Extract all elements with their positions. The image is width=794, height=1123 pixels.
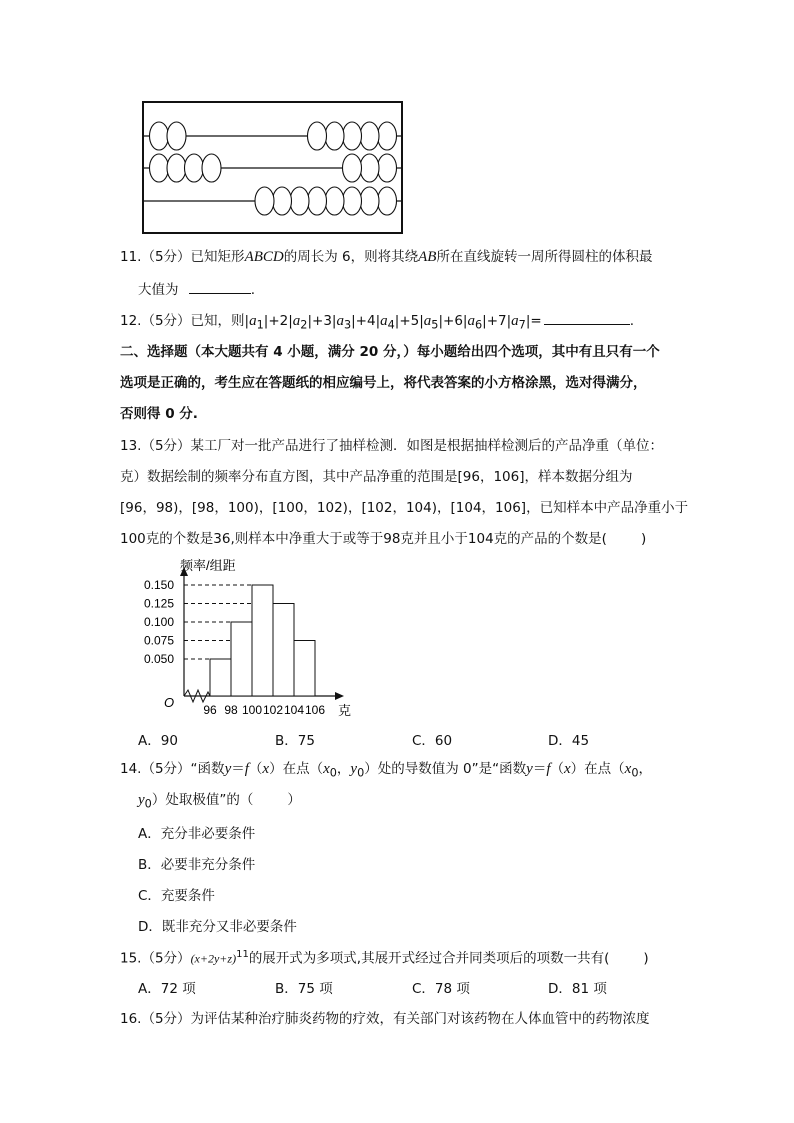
abacus-bead (308, 187, 327, 215)
histogram-bar (294, 641, 315, 697)
abacus-bead (255, 187, 274, 215)
q15-option-a[interactable]: A．72 项 (138, 981, 196, 997)
q13-line2: 克）数据绘制的频率分布直方图，其中产品净重的范围是[96，106]，样本数据分组为 (120, 469, 633, 485)
abacus-bead (150, 154, 169, 182)
frequency-histogram (128, 555, 358, 720)
section2-line1: 二、选择题（本大题共有 4 小题，满分 20 分，）每小题给出四个选项，其中有且只有一个 (120, 344, 660, 360)
q15-option-d[interactable]: D．81 项 (548, 981, 607, 997)
abacus-bead (167, 122, 186, 150)
q13-option-d[interactable]: D．45 (548, 733, 590, 749)
y-tick-label: 0.050 (143, 652, 174, 666)
histogram-bar (231, 622, 252, 696)
abacus-bead (343, 187, 362, 215)
q12-term: $a_4|+5|$ (380, 313, 424, 332)
x-tick-label: 98 (224, 703, 238, 717)
q15-option-b[interactable]: B．75 项 (275, 981, 333, 997)
q12-term: $a_3|+4|$ (336, 313, 381, 332)
answer-blank-q11[interactable] (189, 281, 251, 294)
abacus-bead (202, 154, 221, 182)
q15-option-c[interactable]: C．78 项 (412, 981, 470, 997)
abacus-bead (360, 187, 379, 215)
q12-term: $a_7|=$ (511, 313, 542, 332)
histogram-bar (210, 659, 231, 696)
section2-line2: 选项是正确的，考生应在答题纸的相应编号上，将代表答案的小方格涂黑，选对得满分， (120, 375, 647, 391)
q14-option-a[interactable]: A．充分非必要条件 (138, 826, 256, 842)
abacus-bead (325, 122, 344, 150)
answer-blank-q12[interactable] (544, 312, 630, 325)
q13-line3: [96，98)，[98，100)，[100，102)，[102，104)，[104，106]，已知样本中产品净重小于 (120, 500, 689, 516)
abacus-bead (360, 154, 379, 182)
x-axis-arrow (335, 692, 344, 700)
q16-line1: 16.（5分）为评估某种治疗肺炎药物的疗效，有关部门对该药物在人体血管中的药物浓度 (120, 1011, 650, 1027)
x-tick-label: 96 (203, 703, 217, 717)
q13-option-c[interactable]: C．60 (412, 733, 453, 749)
q12-line: 12.（5分）已知，则$|a_1|+2|a_2|+3|a_3|+4|a_4|+5|a_5|+6|a_6|+7|a_7|=$ . (120, 313, 634, 332)
abacus-bead (378, 154, 397, 182)
q14-option-b[interactable]: B．必要非充分条件 (138, 857, 256, 873)
y-axis-label: 频率/组距 (180, 558, 236, 573)
histogram-bar (273, 604, 294, 697)
origin-label: O (164, 695, 175, 710)
q14-option-c[interactable]: C．充要条件 (138, 888, 215, 904)
abacus-bead (167, 154, 186, 182)
q13-option-a[interactable]: A．90 (138, 733, 178, 749)
q15-line: 15.（5分）$(x+2y+z)^{11}$的展开式为多项式,其展开式经过合并同类项后的项数一共有( ) (120, 949, 649, 967)
q14-line2: $y_0$）处取极值”的（ ） (138, 792, 301, 811)
x-tick-label: 104 (283, 703, 305, 717)
y-tick-label: 0.075 (143, 633, 174, 648)
q14-line1: 14.（5分）“函数y＝f（x）在点（$x_0$，$y_0$）处的导数值为 0”是“函数y＝f（x）在点（$x_0$， (120, 761, 652, 780)
y-tick-label: 0.150 (143, 578, 174, 592)
abacus-bead (290, 187, 309, 215)
q14-option-d[interactable]: D．既非充分又非必要条件 (138, 919, 297, 935)
abacus-bead (150, 122, 169, 150)
histogram-bar (252, 585, 273, 696)
abacus-bead (360, 122, 379, 150)
abacus-bead (343, 154, 362, 182)
q11-line1: 11.（5分）已知矩形ABCD的周长为 6，则将其绕AB所在直线旋转一周所得圆柱的体积最 (120, 249, 653, 265)
x-tick-label: 100 (241, 703, 263, 717)
q13-line1: 13.（5分）某工厂对一批产品进行了抽样检测．如图是根据抽样检测后的产品净重（单位： (120, 438, 664, 454)
x-tick-label: 102 (262, 703, 284, 717)
q13-option-b[interactable]: B．75 (275, 733, 315, 749)
abacus-bead (378, 122, 397, 150)
q13-line4: 100克的个数是36,则样本中净重大于或等于98克并且小于104克的产品的个数是( ) (120, 531, 647, 547)
q12-term: $a_2|+3|$ (292, 313, 337, 332)
q12-term: $a_5|+6|$ (423, 313, 468, 332)
x-axis-label: 克 (338, 703, 352, 718)
x-tick-label: 106 (304, 703, 326, 717)
section2-line3: 否则得 0 分. (120, 406, 198, 422)
abacus-figure (142, 101, 404, 235)
abacus-bead (343, 122, 362, 150)
y-tick-label: 0.125 (143, 596, 174, 611)
abacus-bead (308, 122, 327, 150)
q12-term: $a_6|+7|$ (467, 313, 512, 332)
q12-term: $a_1|+2|$ (249, 313, 293, 332)
abacus-bead (273, 187, 292, 215)
abacus-bead (325, 187, 344, 215)
abacus-bead (378, 187, 397, 215)
y-tick-label: 0.100 (143, 615, 174, 629)
q11-line2: 大值为 . (138, 282, 256, 298)
abacus-bead (185, 154, 204, 182)
